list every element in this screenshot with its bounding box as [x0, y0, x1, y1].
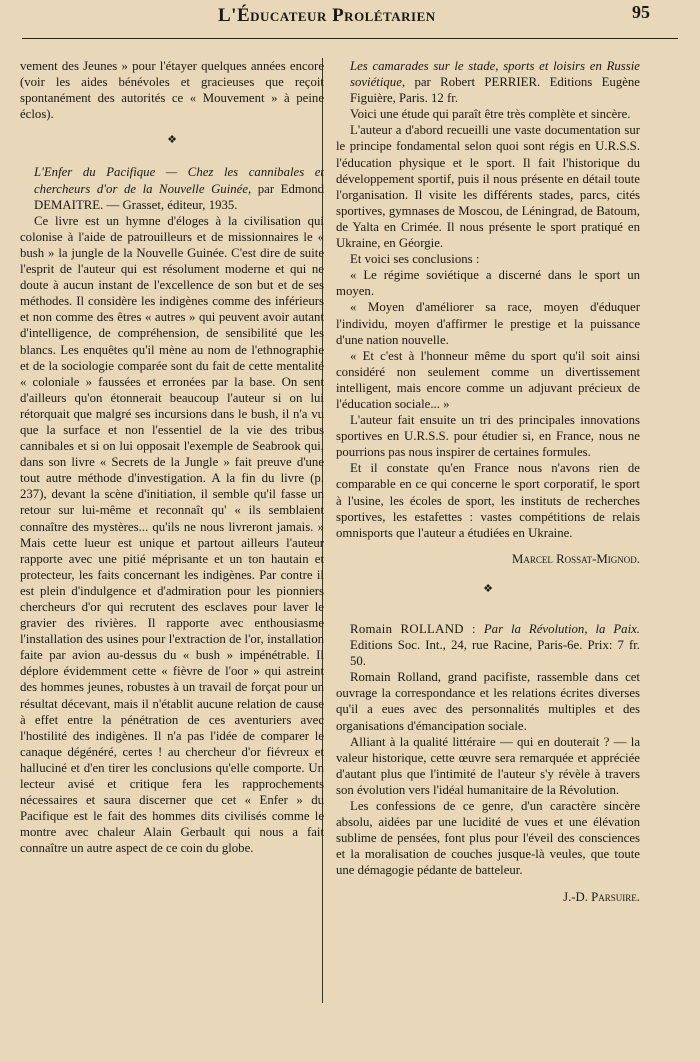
review-quote: « Moyen d'améliorer sa race, moyen d'éduquer l'individu, moyen d'affirmer le prestige et la puissance d'une nation nouvelle. — [336, 300, 640, 347]
review-paragraph: Ce livre est un hymne d'éloges à la civilisation qui colonise à l'aide de patrouilleurs et de missionnaires le « bush » la jungle de la Nouvelle Guinée. C'est dire de suite l'esprit de l'auteur qui est résolument moderne et qui ne doute à aucun instant de l'excellence de son but et de ses méthodes. Il considère les indigènes comme des inférieurs et non comme des êtres « autres » qui peuvent avoir autant d'intelligence, de compréhension, de sensibilité que les blancs. Les enquêtes qu'il mène au nom de l'ethnographie et de la sociologie comparée sont du fait de cette mentalité « coloniale » faussées et erronées par la base. On sent d'ailleurs qu'on étonnerait beaucoup l'auteur si on lui rétorquait que malgré ses incursions dans le bush, il n'a vu que la surface et non l'essentiel de la vie des tribus cannibales et si on lui opposait l'exemple de Seabrook qui, dans son livre « Secrets de la Jungle » fait preuve d'une tout autre méthode d'investigation. A la fin du livre (p. 237), devant la scène d'initiation, il semble qu'il fasse un retour sur lui-même et reconnaît qu' « ils semblaient connaître des mystères... qu'ils ne nous livreront jamais. » Mais cette lueur est unique et partout ailleurs l'auteur rapporte avec une pitié méprisante et un ton hautain et protecteur, les faits concernant les indigènes. Par contre il est plein d'indulgence et d'admiration pour les pionniers chercheurs d'or qui recrutent des esclaves pour laver le gravier des rivières. Il rapporte avec enthousiasme l'installation des usines pour l'extraction de l'or, installation faite par avion au-dessus du « bush » impénétrable. Il déplore évidemment cette « fièvre de l'oor » qui astreint des hommes jeunes, robustes à un travail de forçat pour un résultat décevant, mais il n'établit aucune relation de cause à effet entre la pénétration de ces aventuriers avec l'hostilité des indigènes. Il n'a pas l'idée de comparer le canaque dégénéré, certes ! au chercheur d'or fiévreux et halluciné et d'en tirer les conclusions qu'elle comporte. Un lecteur avisé et critique fera les rapprochements nécessaires et saura discerner que cet « Enfer » du Pacifique est le fait des hommes dits civilisés comme le montre avec chaleur Alain Gerbault qui nous a fait connaître un autre aspect de ce coin du globe. — [20, 213, 324, 856]
left-column — [20, 58, 324, 857]
review-book-title: Les camarades sur le stade, sports et loisirs en Russie soviétique, — [350, 59, 640, 90]
review-paragraph: Romain Rolland, grand pacifiste, rassemble dans cet ouvrage la correspondance et les relations écrites diverses qu'il a eues avec des personnalités multiples et des organisations d'émancipation sociale. — [336, 670, 640, 733]
review-byline: par Edmond DEMAITRE. — Grasset, éditeur, 1935. — [34, 181, 325, 212]
review-header-camarades — [336, 58, 640, 106]
review-paragraph: L'auteur a d'abord recueilli une vaste documentation sur le principe fondamental selon quoi sont régis en U.R.S.S. l'éducation physique et le sport. Il fait l'historique du développement sportif, puis il nous présente en détail toute l'organisation. Il visite les différents stades, parcs, cités sportives, gymnases de Moscou, de Léningrad, de Batoum, de Yalta en Crimée. Il nous présente le sport pratiqué en Ukraine, en Géorgie. — [336, 123, 640, 251]
review-paragraph: Et voici ses conclusions : — [350, 252, 480, 267]
review-paragraph: Les confessions de ce genre, d'un caractère sincère absolu, aidées par une lucidité de vues et une élévation sublime de pensées, font plus pour l'éveil des consciences et la moralisation de couches jusque-là veules, que toute une démagogie pédante de batteleur. — [336, 799, 640, 878]
review-paragraph: Et il constate qu'en France nous n'avons rien de comparable en ce qui concerne le sport corporatif, le sport à l'usine, les écoles de sport, les instituts de recherches sportives, les estafettes : vastes compétitions de relais omnisports que l'auteur a étudiées en Ukraine. — [336, 461, 640, 540]
right-column — [336, 58, 640, 905]
review-signature: Marcel Rossat-Mignod. — [512, 551, 640, 566]
review-quote: « Et c'est à l'honneur même du sport qu'il soit ainsi considéré non seulement comme un divertissement intelligent, mais encore comme un adjuvant précieux de l'éducation sociale... » — [336, 348, 640, 411]
review-book-title: Par la Révolution, la Paix. — [483, 622, 641, 636]
review-author: Romain ROLLAND : — [350, 622, 476, 636]
review-byline: par Robert PERRIER. Editions Eugène Figuière, Paris. 12 fr. — [350, 75, 640, 106]
journal-title: L'Éducateur Prolétarien — [218, 5, 436, 26]
page-header — [22, 0, 678, 39]
review-paragraph: L'auteur fait ensuite un tri des principales innovations sportives en U.R.S.S. pour étudier si, en France, nous ne pourrions pas nous inspirer de certaines formules. — [336, 413, 640, 460]
review-byline: Editions Soc. Int., 24, rue Racine, Paris-6e. Prix: 7 fr. 50. — [350, 638, 640, 669]
review-quote: « Le régime soviétique a discerné dans le sport un moyen. — [336, 268, 640, 299]
review-paragraph: Voici une étude qui paraît être très complète et sincère. — [350, 107, 631, 122]
review-header-enfer — [20, 164, 324, 212]
ornament-icon: ❖ — [167, 134, 177, 147]
ornament-icon: ❖ — [483, 582, 493, 595]
review-book-title: L'Enfer du Pacifique — Chez les cannibales et chercheurs d'or de la Nouvelle Guinée, — [34, 165, 324, 196]
review-paragraph: Alliant à la qualité littéraire — qui en douterait ? — la valeur historique, cette œuvre sera remarquée et appréciée d'autant plus que l'intimité de l'auteur s'y révèle à travers son évolution vers l'idéal humanitaire de la Révolution. — [336, 734, 640, 797]
review-signature: J.-D. Parsuire. — [563, 889, 640, 904]
page-number: 95 — [632, 2, 650, 22]
review-header-rolland — [336, 621, 640, 669]
continuation-paragraph: vement des Jeunes » pour l'étayer quelques années encore (voir les aides bénévoles et gracieuses que reçoit spontanément des autorités ce « Mouvement » à peine éclos). — [20, 59, 324, 122]
